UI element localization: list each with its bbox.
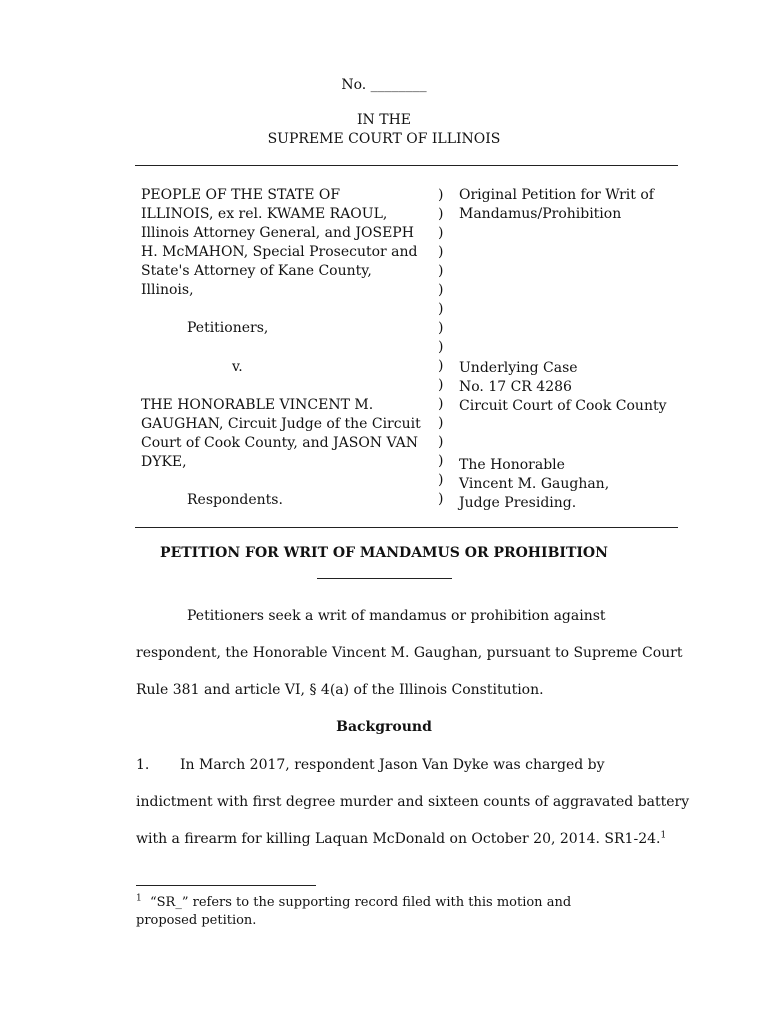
paren: )	[438, 263, 444, 279]
section-heading: Background	[336, 719, 432, 735]
paren: )	[438, 225, 444, 241]
judge-line: The Honorable	[459, 457, 565, 473]
underlying-case-block	[459, 359, 699, 416]
paren: )	[438, 301, 444, 317]
paren: )	[438, 434, 444, 450]
caption-parentheses	[438, 186, 450, 509]
footnote-marker: 1	[136, 893, 142, 904]
footnote-reference[interactable]: 1	[660, 830, 667, 841]
judge-line: Vincent M. Gaughan,	[459, 476, 610, 492]
petitioner-line: PEOPLE OF THE STATE OF	[141, 187, 341, 203]
court-line-2: SUPREME COURT OF ILLINOIS	[267, 131, 501, 147]
paren: )	[438, 472, 444, 488]
document-title: PETITION FOR WRIT OF MANDAMUS OR PROHIBITION	[160, 545, 608, 561]
respondent-line: Court of Cook County, and JASON VAN	[141, 435, 419, 451]
underlying-case-line: Circuit Court of Cook County	[459, 398, 667, 414]
petitioner-line: Illinois,	[141, 282, 194, 298]
paragraph-line: indictment with first degree murder and sixteen counts of aggravated battery	[136, 794, 690, 810]
paren: )	[438, 320, 444, 336]
paren: )	[438, 244, 444, 260]
paragraph-number: 1.	[136, 757, 150, 773]
paren: )	[438, 282, 444, 298]
footnote-text: “SR_” refers to the supporting record filed with this motion and proposed petition.	[136, 895, 572, 928]
respondent-line: GAUGHAN, Circuit Judge of the Circuit	[141, 416, 421, 432]
respondent-block	[141, 396, 426, 472]
petitioner-line: State's Attorney of Kane County,	[141, 263, 372, 279]
paren: )	[438, 377, 444, 393]
paren: )	[438, 339, 444, 355]
paren: )	[438, 187, 444, 203]
respondent-line: THE HONORABLE VINCENT M.	[141, 397, 374, 413]
respondents-label: Respondents.	[187, 492, 283, 508]
petitioner-line: ILLINOIS, ex rel. KWAME RAOUL,	[141, 206, 388, 222]
petitioner-block	[141, 186, 426, 300]
paren: )	[438, 358, 444, 374]
petition-type-line: Original Petition for Writ of	[459, 187, 654, 203]
paren: )	[438, 396, 444, 412]
paragraph-last-line	[136, 830, 666, 849]
petition-type-block	[459, 186, 699, 224]
petitioner-line: Illinois Attorney General, and JOSEPH	[141, 225, 414, 241]
caption-bottom-rule	[135, 527, 678, 528]
paren: )	[438, 415, 444, 431]
footnote	[136, 894, 636, 930]
petitioners-label: Petitioners,	[187, 320, 269, 336]
versus: v.	[232, 359, 243, 375]
paragraph-line: In March 2017, respondent Jason Van Dyke was charged by	[180, 757, 605, 773]
respondent-line: DYKE,	[141, 454, 187, 470]
paren: )	[438, 453, 444, 469]
paren: )	[438, 491, 444, 507]
underlying-case-line: Underlying Case	[459, 360, 578, 376]
paragraph-line: with a firearm for killing Laquan McDonald on October 20, 2014. SR1-24.	[136, 831, 661, 847]
intro-line: Petitioners seek a writ of mandamus or prohibition against	[187, 608, 606, 624]
intro-line: Rule 381 and article VI, § 4(a) of the Illinois Constitution.	[136, 682, 544, 698]
title-underline-rule	[317, 578, 452, 579]
paren: )	[438, 206, 444, 222]
case-number: No. ________	[341, 77, 427, 93]
court-line-1: IN THE	[357, 112, 411, 128]
judge-block	[459, 456, 699, 513]
intro-line: respondent, the Honorable Vincent M. Gaughan, pursuant to Supreme Court	[136, 645, 683, 661]
footnote-separator	[136, 885, 316, 886]
petitioner-line: H. McMAHON, Special Prosecutor and	[141, 244, 418, 260]
petition-type-line: Mandamus/Prohibition	[459, 206, 622, 222]
underlying-case-line: No. 17 CR 4286	[459, 379, 572, 395]
judge-line: Judge Presiding.	[459, 495, 577, 511]
top-rule	[135, 165, 678, 166]
